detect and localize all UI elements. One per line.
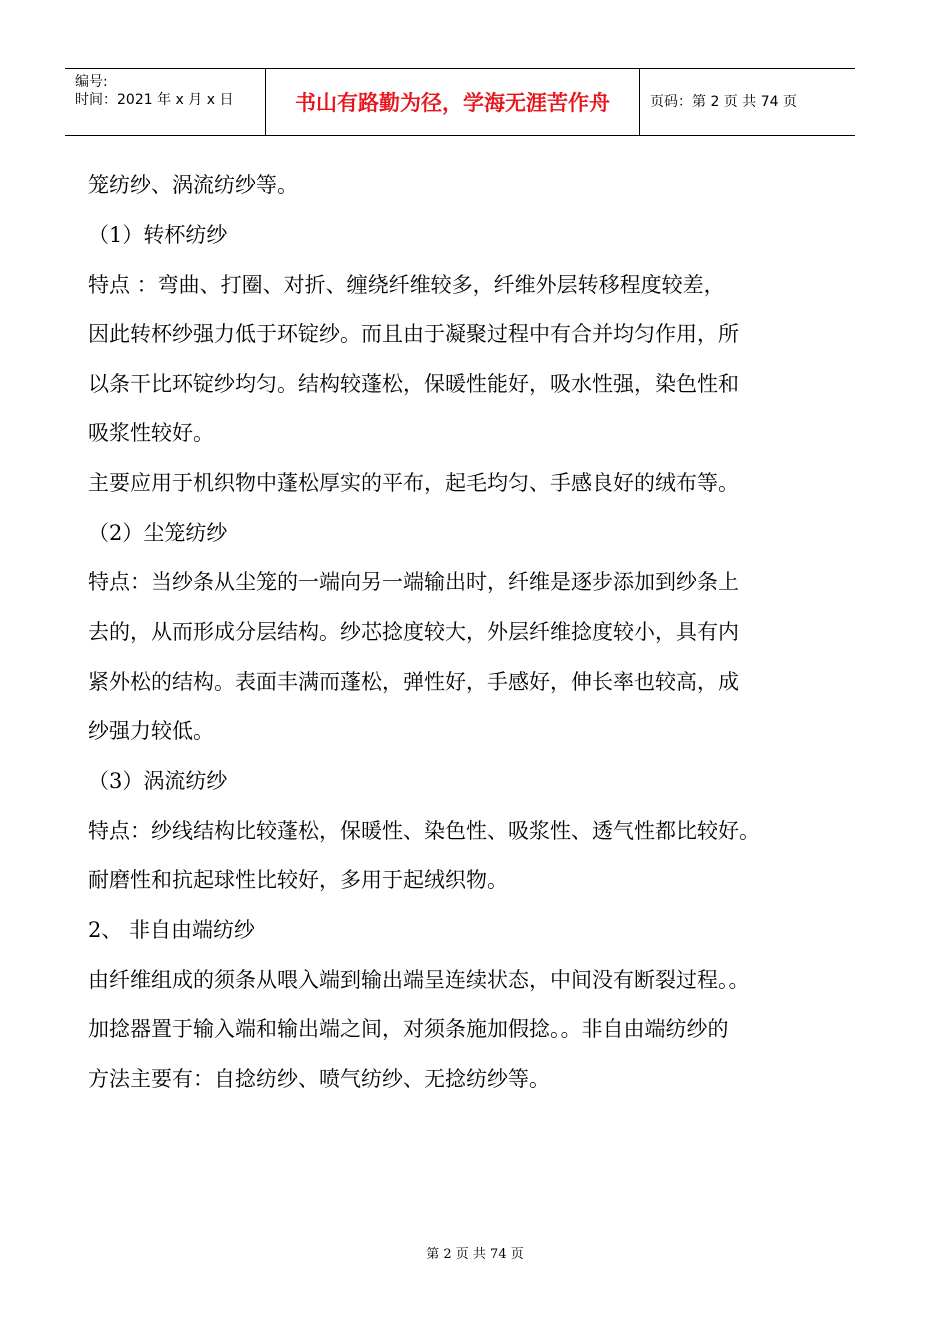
header-motto: 书山有路勤为径，学海无涯苦作舟 bbox=[295, 91, 610, 115]
body-line: 特点：纱线结构比较蓬松，保暖性、染色性、吸浆性、透气性都比较好。 bbox=[88, 819, 760, 843]
body-line: 纱强力较低。 bbox=[88, 719, 214, 743]
body-line: 特点：当纱条从尘笼的一端向另一端输出时，纤维是逐步添加到纱条上 bbox=[88, 570, 739, 594]
section-heading: 2、 非自由端纺纱 bbox=[88, 918, 256, 942]
body-line: 加捻器置于输入端和输出端之间，对须条施加假捻。。非自由端纺纱的 bbox=[88, 1017, 729, 1041]
section-heading: （1）转杯纺纱 bbox=[88, 223, 228, 247]
body-line: 因此转杯纱强力低于环锭纱。而且由于凝聚过程中有合并均匀作用，所 bbox=[88, 322, 739, 346]
body-line: 方法主要有：自捻纺纱、喷气纺纱、无捻纺纱等。 bbox=[88, 1067, 550, 1091]
body-line: 特点 ：弯曲、打圈、对折、缠绕纤维较多，纤维外层转移程度较差， bbox=[88, 273, 725, 297]
body-line: 耐磨性和抗起球性比较好，多用于起绒织物。 bbox=[88, 868, 508, 892]
header-motto-cell bbox=[266, 69, 640, 135]
header-time-label: 时间：2021 年 x 月 x 日 bbox=[75, 92, 234, 108]
header-page-info: 页码：第 2 页 共 74 页 bbox=[650, 94, 797, 110]
body-line: 去的，从而形成分层结构。纱芯捻度较大，外层纤维捻度较小，具有内 bbox=[88, 620, 739, 644]
document-header bbox=[65, 68, 855, 136]
header-meta-cell bbox=[65, 69, 266, 135]
body-line: 以条干比环锭纱均匀。结构较蓬松，保暖性能好，吸水性强，染色性和 bbox=[88, 372, 739, 396]
body-line: 由纤维组成的须条从喂入端到输出端呈连续状态，中间没有断裂过程。。 bbox=[88, 968, 750, 992]
page-footer: 第 2 页 共 74 页 bbox=[426, 1247, 524, 1262]
body-line: 笼纺纱、涡流纺纱等。 bbox=[88, 173, 298, 197]
section-heading: （3）涡流纺纱 bbox=[88, 769, 228, 793]
body-line: 主要应用于机织物中蓬松厚实的平布，起毛均匀、手感良好的绒布等。 bbox=[88, 471, 739, 495]
body-line: 紧外松的结构。表面丰满而蓬松，弹性好，手感好，伸长率也较高，成 bbox=[88, 670, 739, 694]
header-number-label: 编号: bbox=[75, 74, 108, 90]
header-page-cell bbox=[640, 69, 855, 135]
section-heading: （2）尘笼纺纱 bbox=[88, 521, 228, 545]
body-line: 吸浆性较好。 bbox=[88, 421, 214, 445]
